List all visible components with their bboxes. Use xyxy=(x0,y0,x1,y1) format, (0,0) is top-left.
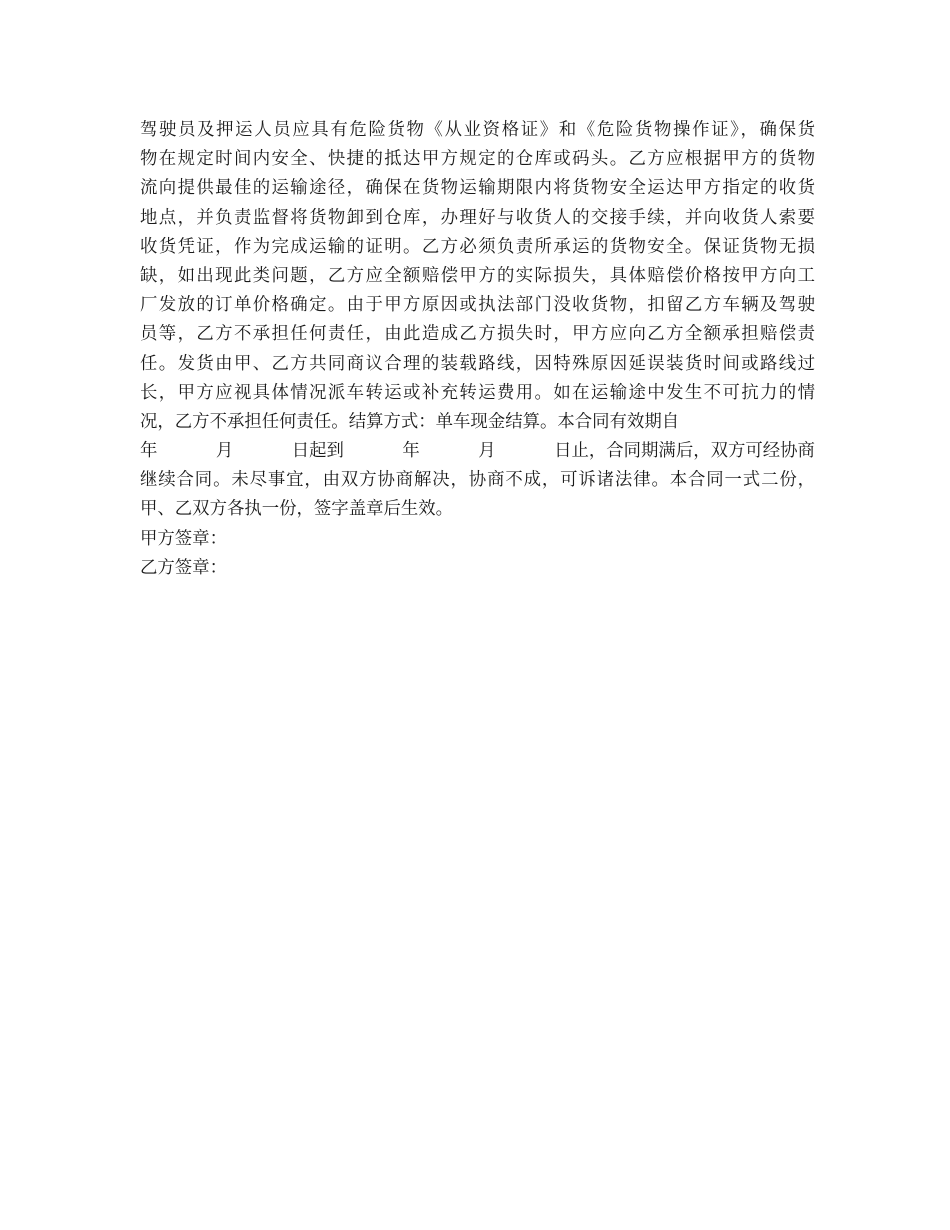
party-a-signature-label: 甲方签章： xyxy=(140,528,227,549)
paragraph-line-10: 长，甲方应视具体情况派车转运或补充转运费用。如在运输途中发生不可抗力的情 xyxy=(140,382,815,403)
paragraph-line-7: 厂发放的订单价格确定。由于甲方原因或执法部门没收货物，扣留乙方车辆及驾驶 xyxy=(140,295,815,316)
paragraph-line-4: 地点，并负责监督将货物卸到仓库，办理好与收货人的交接手续，并向收货人索要 xyxy=(140,207,815,228)
paragraph-line-5: 收货凭证，作为完成运输的证明。乙方必须负责所承运的货物安全。保证货物无损 xyxy=(140,236,815,257)
paragraph-line-8: 员等，乙方不承担任何责任，由此造成乙方损失时，甲方应向乙方全额承担赔偿责 xyxy=(140,324,815,345)
paragraph-line-1: 驾驶员及押运人员应具有危险货物《从业资格证》和《危险货物操作证》，确保货 xyxy=(140,120,815,140)
paragraph-line-9: 任。发货由甲、乙方共同商议合理的装载路线，因特殊原因延误装货时间或路线过 xyxy=(140,353,815,374)
date-year-start: 年 xyxy=(140,441,158,462)
paragraph-line-3: 流向提供最佳的运输途径，确保在货物运输期限内将货物安全运达甲方指定的收货 xyxy=(140,178,815,199)
validity-date-line xyxy=(140,437,815,466)
paragraph-line-11: 况，乙方不承担任何责任。结算方式：单车现金结算。本合同有效期自 xyxy=(140,411,680,432)
contract-text xyxy=(140,116,815,583)
date-day-start: 日起到 xyxy=(291,441,344,462)
party-b-signature-label: 乙方签章： xyxy=(140,557,227,578)
date-month-end: 月 xyxy=(478,441,496,462)
paragraph-line-6: 缺，如出现此类问题，乙方应全额赔偿甲方的实际损失，具体赔偿价格按甲方向工 xyxy=(140,265,815,286)
date-month-start: 月 xyxy=(215,441,234,462)
date-year-end: 年 xyxy=(402,441,420,462)
paragraph-line-2: 物在规定时间内安全、快捷的抵达甲方规定的仓库或码头。乙方应根据甲方的货物 xyxy=(140,149,815,170)
paragraph-line-14: 甲、乙双方各执一份，签字盖章后生效。 xyxy=(140,499,454,520)
date-day-end: 日止，合同期满后，双方可经协商 xyxy=(554,441,815,462)
paragraph-line-13: 继续合同。未尽事宜，由双方协商解决，协商不成，可诉诸法律。本合同一式二份， xyxy=(140,470,815,491)
